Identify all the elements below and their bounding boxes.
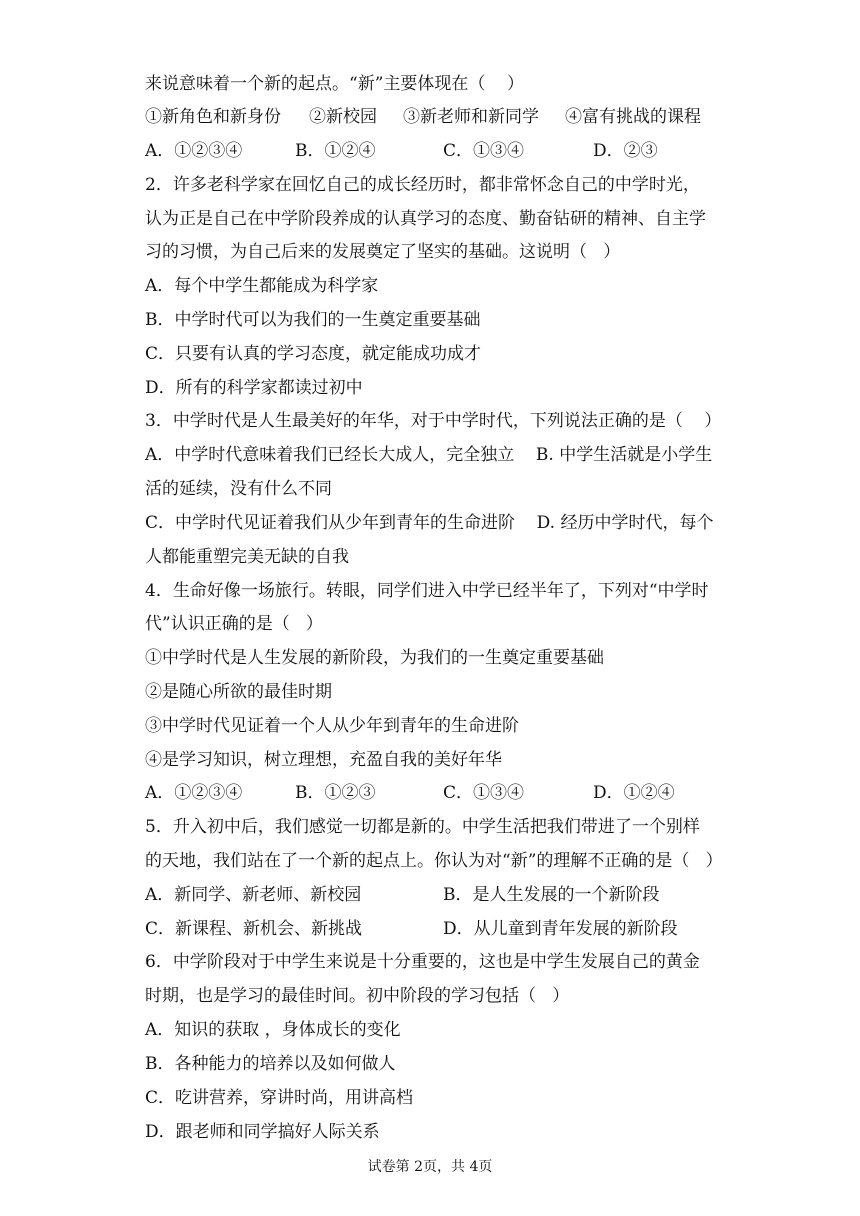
q4-item: ④是学习知识，树立理想，充盈自我的美好年华: [145, 750, 502, 770]
q2-stem: 2．许多老科学家在回忆自己的成长经历时，都非常怀念自己的中学时光，: [145, 175, 700, 195]
q3-options: A．中学时代意味着我们已经长大成人，完全独立 B. 中学生活就是小学生: [145, 445, 713, 465]
q4-stem: 4．生命好像一场旅行。转眼，同学们进入中学已经半年了，下列对“中学时: [145, 581, 709, 601]
q5-option-b: B．是人生发展的一个新阶段: [443, 885, 660, 905]
q6-option-d: D．跟老师和同学搞好人际关系: [145, 1122, 380, 1142]
q3-options: C．中学时代见证着我们从少年到青年的生命进阶 D. 经历中学时代，每个: [145, 513, 714, 533]
q1-option-a: A．①②③④: [145, 141, 243, 161]
q2-stem: 习的习惯，为自己后来的发展奠定了坚实的基础。这说明（ ）: [145, 242, 621, 262]
q1-item: ④富有挑战的课程: [565, 107, 701, 127]
q6-stem: 时期，也是学习的最佳时间。初中阶段的学习包括（ ）: [145, 986, 570, 1006]
q2-option-a: A．每个中学生都能成为科学家: [145, 276, 379, 296]
q1-item: ②新校园: [309, 107, 377, 127]
page-footer: 试卷第 2页，共 4页: [367, 1159, 493, 1175]
q6-option-b: B．各种能力的培养以及如何做人: [145, 1054, 396, 1074]
q4-option-d: D．①②④: [593, 783, 675, 803]
q5-option-c: C．新课程、新机会、新挑战: [145, 919, 363, 939]
q6-option-c: C．吃讲营养，穿讲时尚，用讲高档: [145, 1088, 414, 1108]
q6-option-a: A．知识的获取 ，身体成长的变化: [145, 1020, 401, 1040]
q4-option-a: A．①②③④: [145, 783, 243, 803]
q1-item: ③新老师和新同学: [403, 107, 539, 127]
q4-item: ②是随心所欲的最佳时期: [145, 682, 332, 702]
q1-option-b: B．①②④: [295, 141, 376, 161]
q3-options: 活的延续，没有什么不同: [145, 479, 332, 499]
q4-option-c: C．①③④: [443, 783, 525, 803]
q4-option-b: B．①②③: [295, 783, 376, 803]
q1-item: ①新角色和新身份: [145, 107, 281, 127]
q5-option-d: D．从儿童到青年发展的新阶段: [443, 919, 678, 939]
q1-option-d: D．②③: [593, 141, 658, 161]
q5-option-a: A．新同学、新老师、新校园: [145, 885, 362, 905]
q4-item: ③中学时代见证着一个人从少年到青年的生命进阶: [145, 716, 519, 736]
q3-stem: 3．中学时代是人生最美好的年华，对于中学时代，下列说法正确的是（ ）: [145, 411, 722, 431]
q5-stem: 5．升入初中后，我们感觉一切都是新的。中学生活把我们带进了一个别样: [145, 817, 700, 837]
q4-stem: 代”认识正确的是（ ）: [145, 614, 323, 634]
q6-stem: 6．中学阶段对于中学生来说是十分重要的，这也是中学生发展自己的黄金: [145, 952, 700, 972]
q5-stem: 的天地，我们站在了一个新的起点上。你认为对“新”的理解不正确的是（ ）: [145, 851, 723, 871]
q2-option-d: D．所有的科学家都读过初中: [145, 378, 363, 398]
q4-item: ①中学时代是人生发展的新阶段，为我们的一生奠定重要基础: [145, 648, 604, 668]
q2-option-c: C．只要有认真的学习态度，就定能成功成才: [145, 344, 482, 364]
q2-stem: 认为正是自己在中学阶段养成的认真学习的态度、勤奋钻研的精神、自主学: [145, 209, 706, 229]
q1-stem-tail: 来说意味着一个新的起点。“新”主要体现在（ ）: [145, 74, 524, 94]
q1-option-c: C．①③④: [443, 141, 525, 161]
q3-options: 人都能重塑完美无缺的自我: [145, 547, 349, 567]
q2-option-b: B．中学时代可以为我们的一生奠定重要基础: [145, 310, 481, 330]
